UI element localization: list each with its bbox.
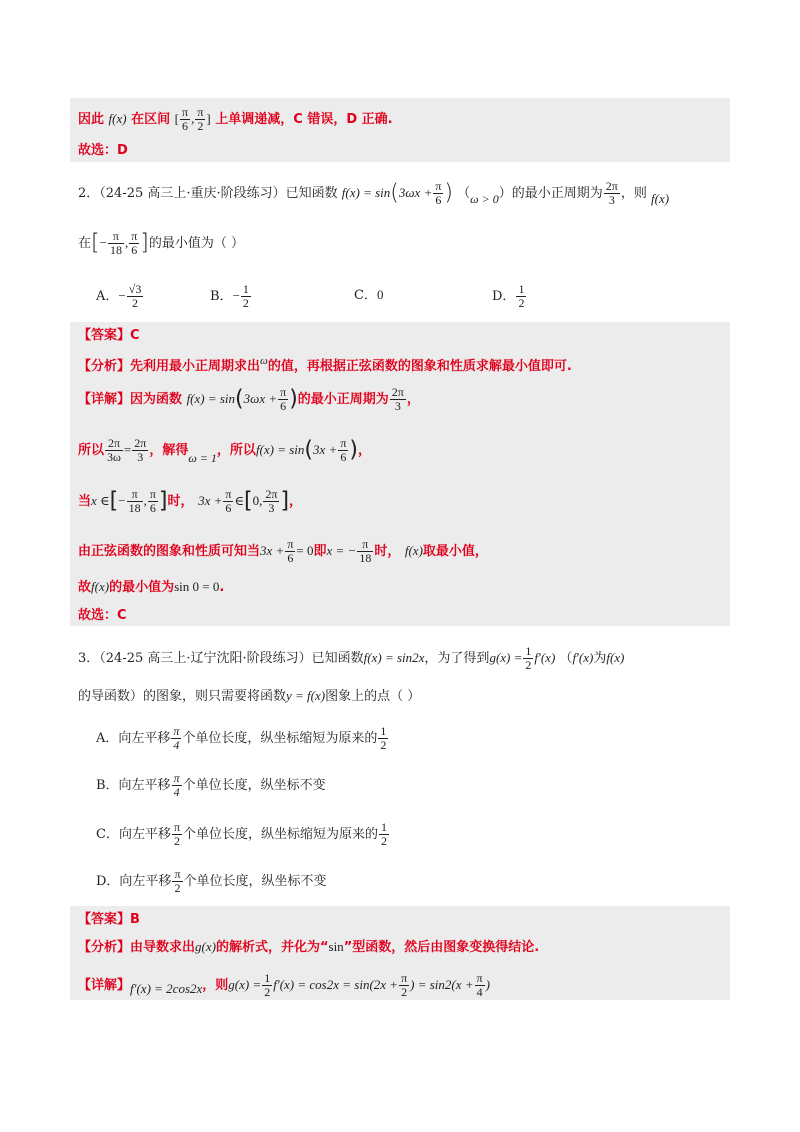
frac: $\frac{2\pi}{3}$: [265, 487, 278, 515]
frac: $\frac{\pi}{2}$: [401, 971, 408, 999]
frac: $\frac{\pi}{6}$: [340, 436, 347, 464]
frac: $\frac{2\pi}{3}$: [134, 436, 147, 464]
frac: $\frac{1}{2}$: [381, 820, 388, 848]
frac: $\frac{1}{2}$: [242, 282, 249, 310]
q2-answer: 【答案】C: [78, 328, 140, 343]
q2-detail-1: 【详解】因为函数 f(x) = sin(3ωx + $\frac{\pi}{6}$ )的最小正周期为 $\frac{2\pi}{3}$ ，: [78, 385, 420, 413]
q3-analysis: 【分析】由导数求出g(x)的解析式，并化为“sin”型函数，然后由图象变换得结论.: [78, 939, 540, 955]
q2-option-c[interactable]: C．0: [354, 287, 384, 303]
q3-stem-line-2: 的导函数）的图象，则只需要将函数y = f(x)图象上的点（ ）: [78, 688, 421, 704]
q2-analysis: 【分析】先利用最小正周期求出$^\omega$的值，再根据正弦函数的图象和性质求解最小值即可.: [78, 355, 572, 374]
q2-detail-4: 由正弦函数的图象和性质可知当3x + $\frac{\pi}{6}$ = 0即x = − $\frac{\pi}{18}$ 时， f(x)取最小值，: [78, 537, 488, 565]
q2-detail-2: 所以 $\frac{2\pi}{3\omega}$ = $\frac{2\pi}{3}$ ，解得ω = 1，所以f(x) = sin(3x + $\frac{\pi}{6}$ )，: [78, 436, 371, 465]
q2-option-b[interactable]: B．− $\frac{1}{2}$: [210, 282, 249, 310]
prev-line-1: 因此 f(x) 在区间 [ $\frac{\pi}{6}$ , $\frac{\pi}{2}$ ] 上单调递减，C 错误，D 正确.: [78, 105, 393, 133]
frac: $\frac{1}{2}$: [264, 971, 271, 999]
q3-answer: 【答案】B: [78, 912, 140, 927]
frac: $\frac{\pi}{18}$: [109, 229, 122, 257]
frac: $\frac{\pi}{4}$: [173, 771, 180, 799]
frac: $\frac{\pi}{18}$: [359, 537, 372, 565]
frac: $\frac{2\pi}{3}$: [391, 385, 404, 413]
q3-option-d[interactable]: D．向左平移 $\frac{\pi}{2}$ 个单位长度，纵坐标不变: [96, 867, 327, 895]
q3-stem-line-1: 3．（24-25 高三上·辽宁沈阳·阶段练习）已知函数f(x) = sin2x，为了得到g(x) = $\frac{1}{2}$ f′(x) （f′(x)为f(x): [78, 644, 625, 672]
frac: $\frac{\pi}{4}$: [173, 724, 180, 752]
frac: $\frac{\pi}{2}$: [173, 820, 181, 848]
frac: $\frac{\pi}{6}$: [182, 105, 189, 133]
frac: $\frac{2\pi}{3\omega}$: [107, 436, 121, 464]
frac: $\frac{\pi}{6}$: [225, 487, 232, 515]
frac: $\frac{2\pi}{3}$: [605, 179, 618, 207]
q2-choice: 故选：C: [78, 608, 127, 623]
frac: $\frac{\pi}{4}$: [476, 971, 483, 999]
frac: $\frac{\pi}{18}$: [128, 487, 141, 515]
frac: $\frac{1}{2}$: [525, 644, 532, 672]
q2-detail-5: 故f(x)的最小值为sin 0 = 0.: [78, 579, 225, 595]
prev-choice: 故选：D: [78, 143, 128, 158]
q2-stem-line-2: 在[− $\frac{\pi}{18}$ , $\frac{\pi}{6}$ ]的最小值为（ ）: [78, 229, 244, 257]
q3-option-b[interactable]: B．向左平移 $\frac{\pi}{4}$ 个单位长度，纵坐标不变: [96, 771, 326, 799]
frac: $\frac{\pi}{6}$: [280, 385, 287, 413]
frac: $\frac{\pi}{6}$: [287, 537, 294, 565]
q3-option-a[interactable]: A．向左平移 $\frac{\pi}{4}$ 个单位长度，纵坐标缩短为原来的 $\frac{1}{2}$: [96, 724, 387, 752]
frac: $\frac{\pi}{2}$: [197, 105, 204, 133]
q2-option-a[interactable]: A．− $\frac{√3}{2}$: [96, 282, 142, 310]
frac: $\frac{\pi}{2}$: [174, 867, 181, 895]
q2-detail-3: 当x ∈[− $\frac{\pi}{18}$ , $\frac{\pi}{6}$ ]时， 3x + $\frac{\pi}{6}$ ∈[0, $\frac{2\pi}{3}$ ]，: [78, 487, 303, 515]
frac: $\frac{√3}{2}$: [128, 282, 142, 310]
frac: $\frac{1}{2}$: [518, 282, 525, 310]
frac: $\frac{\pi}{6}$: [131, 229, 138, 257]
frac: $\frac{\pi}{6}$: [435, 179, 442, 207]
frac: $\frac{1}{2}$: [380, 724, 387, 752]
q3-detail-1: 【详解】f′(x) = 2cos2x，则g(x) = $\frac{1}{2}$ f′(x) = cos2x = sin(2x + $\frac{\pi}{2}$ ) = sin2(x + $\frac{\pi}{4}$ ): [78, 971, 490, 999]
frac: $\frac{\pi}{6}$: [149, 487, 156, 515]
q2-option-d[interactable]: D． $\frac{1}{2}$: [492, 282, 525, 310]
q2-stem-line-1: 2．（24-25 高三上·重庆·阶段练习）已知函数 f(x) = sin(3ωx + $\frac{\pi}{6}$ ) （ω > 0）的最小正周期为 $\frac{2\pi}{3}$ ，则 f(x): [78, 179, 670, 207]
q3-option-c[interactable]: C．向左平移 $\frac{\pi}{2}$ 个单位长度，纵坐标缩短为原来的 $\frac{1}{2}$: [96, 820, 388, 848]
